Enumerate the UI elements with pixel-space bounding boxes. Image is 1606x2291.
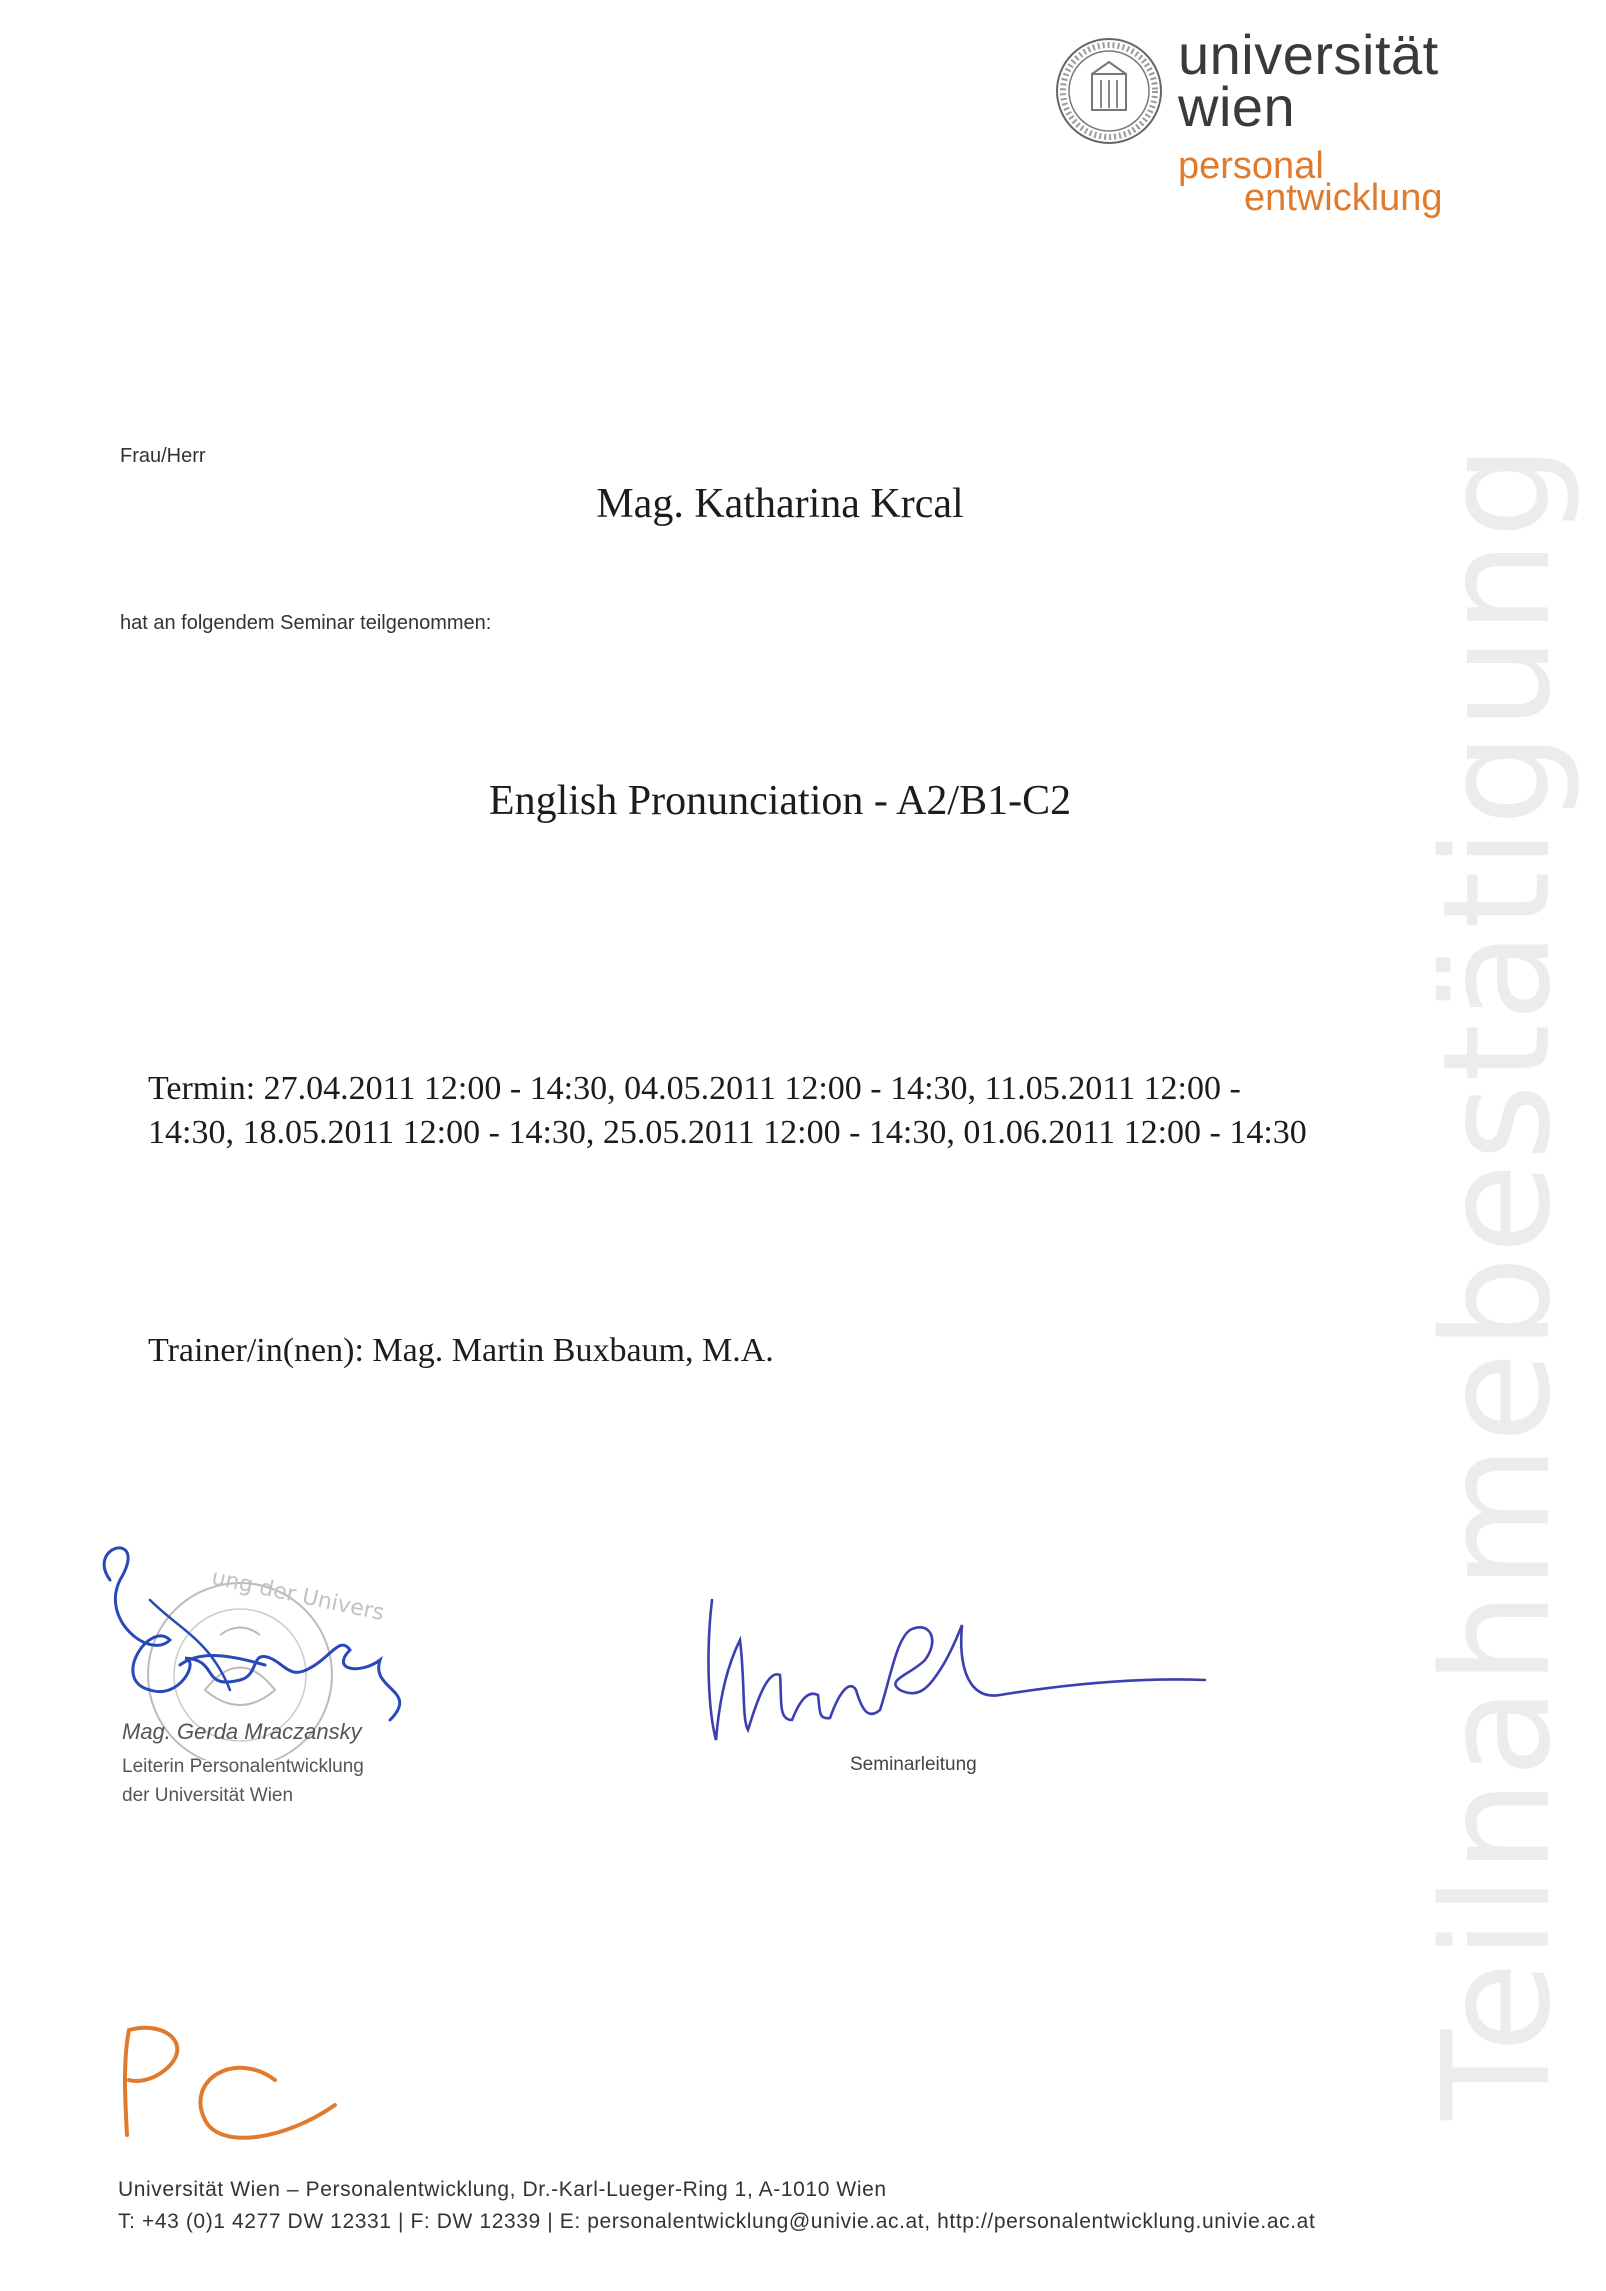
- signatory-role-line2: der Universität Wien: [122, 1785, 294, 1806]
- department-name-line2: entwicklung: [1244, 177, 1443, 219]
- seminar-title: English Pronunciation - A2/B1-C2: [488, 778, 1072, 824]
- salutation: Frau/Herr: [120, 445, 206, 467]
- university-seal-icon: [1054, 36, 1164, 146]
- department-name-line1: personal: [1178, 145, 1324, 187]
- university-name-line2: wien: [1178, 75, 1296, 138]
- seminar-lead-signature: [700, 1570, 1220, 1770]
- watermark-text: Teilnahmebestätigung: [1411, 442, 1583, 2120]
- footer-contact: T: +43 (0)1 4277 DW 12331 | F: DW 12339 | E: personalentwicklung@univie.ac.at, http://personalentwicklung.univie.ac.at: [118, 2210, 1316, 2233]
- trainer-line: Trainer/in(nen): Mag. Martin Buxbaum, M.A.: [148, 1332, 774, 1369]
- intro-text: hat an folgendem Seminar teilgenommen:: [120, 612, 492, 634]
- participant-name: Mag. Katharina Krcal: [596, 481, 964, 527]
- seminar-dates: [148, 1067, 1428, 1155]
- footer-address: Universität Wien – Personalentwicklung, Dr.-Karl-Lueger-Ring 1, A-1010 Wien: [118, 2178, 887, 2201]
- signatory-role-line1: Leiterin Personalentwicklung: [122, 1756, 364, 1777]
- seminar-dates-line2: 14:30, 18.05.2011 12:00 - 14:30, 25.05.2011 12:00 - 14:30, 01.06.2011 12:00 - 14:30: [148, 1114, 1307, 1151]
- signatory-name: Mag. Gerda Mraczansky: [122, 1719, 362, 1744]
- seminar-lead-label: Seminarleitung: [850, 1754, 977, 1775]
- pe-monogram-icon: [115, 2020, 345, 2170]
- seminar-dates-line1: Termin: 27.04.2011 12:00 - 14:30, 04.05.2011 12:00 - 14:30, 11.05.2011 12:00 -: [148, 1070, 1241, 1107]
- stamp-text: ung der Univers: [209, 1565, 387, 1627]
- university-name-line1: universität: [1178, 23, 1439, 86]
